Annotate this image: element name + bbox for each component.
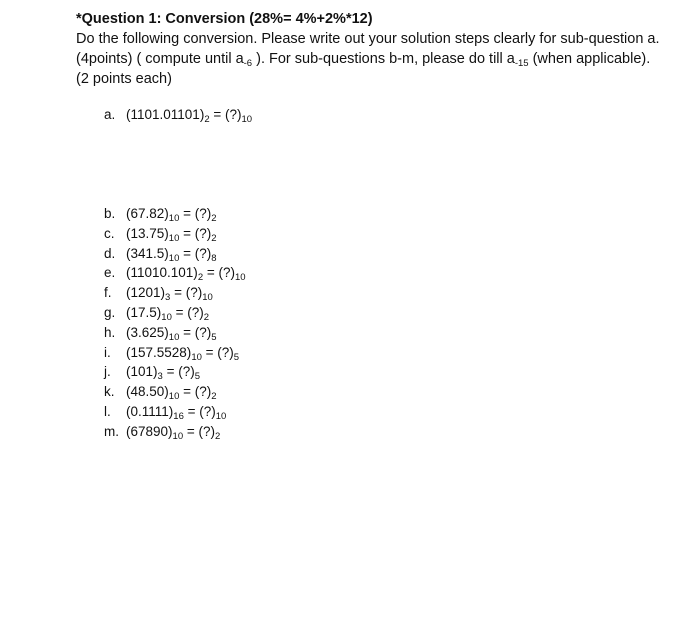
item-number: (13.75) bbox=[126, 225, 169, 241]
question-block bbox=[76, 9, 666, 89]
item-to-base: 8 bbox=[211, 252, 217, 264]
item-number: (17.5) bbox=[126, 304, 162, 320]
item-expression bbox=[126, 303, 209, 323]
item-to-base: 5 bbox=[194, 371, 200, 383]
item-expression bbox=[126, 283, 213, 303]
instructions-text-1: Do the following conversion. Please write out your solution steps clearly for sub-question a. (4points) ( compute until a bbox=[76, 31, 660, 67]
item-letter: e. bbox=[104, 265, 116, 281]
item-expression bbox=[126, 422, 220, 442]
item-to-base: 10 bbox=[241, 114, 253, 125]
item-expression bbox=[126, 323, 217, 343]
item-letter: c. bbox=[104, 225, 115, 241]
item-letter: g. bbox=[104, 304, 116, 320]
item-expression bbox=[126, 382, 217, 402]
item-from-base: 10 bbox=[172, 430, 184, 442]
subquestion-item bbox=[104, 402, 504, 422]
item-equals: = (?) bbox=[183, 403, 216, 419]
item-number: (67.82) bbox=[126, 206, 169, 221]
subquestion-item bbox=[104, 323, 504, 343]
item-to-base: 2 bbox=[211, 391, 217, 403]
subquestion-a-list bbox=[104, 105, 504, 125]
item-to-base: 10 bbox=[215, 410, 227, 422]
item-equals: = (?) bbox=[209, 107, 242, 122]
item-number: (0.1111) bbox=[126, 403, 174, 419]
item-number: (1201) bbox=[126, 285, 166, 301]
question-title: *Question 1: Conversion (28%= 4%+2%*12) bbox=[76, 11, 373, 27]
subquestion-item bbox=[104, 224, 504, 244]
item-equals: = (?) bbox=[179, 225, 212, 241]
item-from-base: 10 bbox=[168, 232, 180, 244]
item-number: (48.50) bbox=[126, 384, 169, 400]
subquestion-item bbox=[104, 303, 504, 323]
item-to-base: 10 bbox=[202, 292, 213, 304]
item-equals: = (?) bbox=[179, 206, 212, 221]
item-expression bbox=[126, 204, 217, 224]
item-letter: l. bbox=[104, 403, 111, 419]
item-from-base: 10 bbox=[168, 213, 180, 224]
item-letter: j. bbox=[104, 364, 111, 380]
instructions-text-3: (when applicable). (2 points each) bbox=[76, 51, 651, 87]
subquestion-item bbox=[104, 244, 504, 264]
item-from-base: 10 bbox=[161, 311, 172, 323]
item-from-base: 16 bbox=[173, 410, 184, 422]
item-equals: = (?) bbox=[162, 364, 195, 380]
item-letter: h. bbox=[104, 324, 116, 340]
subquestion-item bbox=[104, 283, 504, 303]
item-number: (341.5) bbox=[126, 245, 169, 261]
instructions-subscript-2: -15 bbox=[514, 58, 529, 69]
subquestion-list bbox=[104, 204, 504, 442]
item-expression bbox=[126, 402, 226, 422]
item-to-base: 10 bbox=[235, 272, 246, 284]
item-letter: i. bbox=[104, 344, 111, 360]
item-number: (101) bbox=[126, 364, 158, 380]
item-number: (11010.101) bbox=[126, 265, 198, 281]
item-from-base: 10 bbox=[168, 391, 180, 403]
item-from-base: 3 bbox=[157, 371, 163, 383]
item-from-base: 10 bbox=[191, 351, 202, 363]
item-number: (67890) bbox=[126, 423, 173, 439]
item-to-base: 2 bbox=[203, 311, 210, 323]
item-expression bbox=[126, 362, 200, 382]
subquestion-item bbox=[104, 204, 504, 224]
item-from-base: 10 bbox=[168, 331, 180, 343]
item-letter: f. bbox=[104, 285, 112, 301]
subquestion-item bbox=[104, 382, 504, 402]
item-to-base: 5 bbox=[211, 331, 217, 343]
question-instructions bbox=[76, 29, 666, 89]
subquestion-item bbox=[104, 422, 504, 442]
item-equals: = (?) bbox=[171, 304, 204, 320]
item-to-base: 2 bbox=[211, 232, 217, 244]
instructions-text-2: ). For sub-questions b-m, please do till a bbox=[252, 51, 515, 67]
item-equals: = (?) bbox=[179, 384, 212, 400]
item-from-base: 3 bbox=[165, 292, 171, 304]
item-to-base: 2 bbox=[211, 213, 217, 224]
item-expression bbox=[126, 263, 246, 283]
item-expression bbox=[126, 244, 217, 264]
subquestion-item bbox=[104, 343, 504, 363]
item-equals: = (?) bbox=[179, 324, 212, 340]
item-expression bbox=[126, 224, 217, 244]
item-number: (157.5528) bbox=[126, 344, 192, 360]
item-to-base: 5 bbox=[233, 351, 240, 363]
item-equals: = (?) bbox=[170, 285, 203, 301]
item-expression bbox=[126, 343, 239, 363]
item-equals: = (?) bbox=[183, 423, 216, 439]
item-to-base: 2 bbox=[215, 430, 221, 442]
subquestion-item bbox=[104, 105, 504, 125]
item-from-base: 2 bbox=[197, 272, 204, 284]
item-equals: = (?) bbox=[179, 245, 212, 261]
item-number: (3.625) bbox=[126, 324, 169, 340]
item-from-base: 2 bbox=[204, 114, 210, 125]
subquestion-item bbox=[104, 362, 504, 382]
item-letter: d. bbox=[104, 245, 116, 261]
item-letter: m. bbox=[104, 423, 119, 439]
item-expression bbox=[126, 105, 252, 125]
item-equals: = (?) bbox=[201, 344, 234, 360]
subquestion-item bbox=[104, 263, 504, 283]
item-letter: k. bbox=[104, 384, 115, 400]
item-letter: a. bbox=[104, 107, 116, 122]
item-number: (1101.01101) bbox=[126, 107, 205, 122]
item-equals: = (?) bbox=[203, 265, 235, 281]
item-letter: b. bbox=[104, 206, 116, 221]
instructions-subscript-1: -6 bbox=[243, 58, 253, 69]
item-from-base: 10 bbox=[168, 252, 180, 264]
